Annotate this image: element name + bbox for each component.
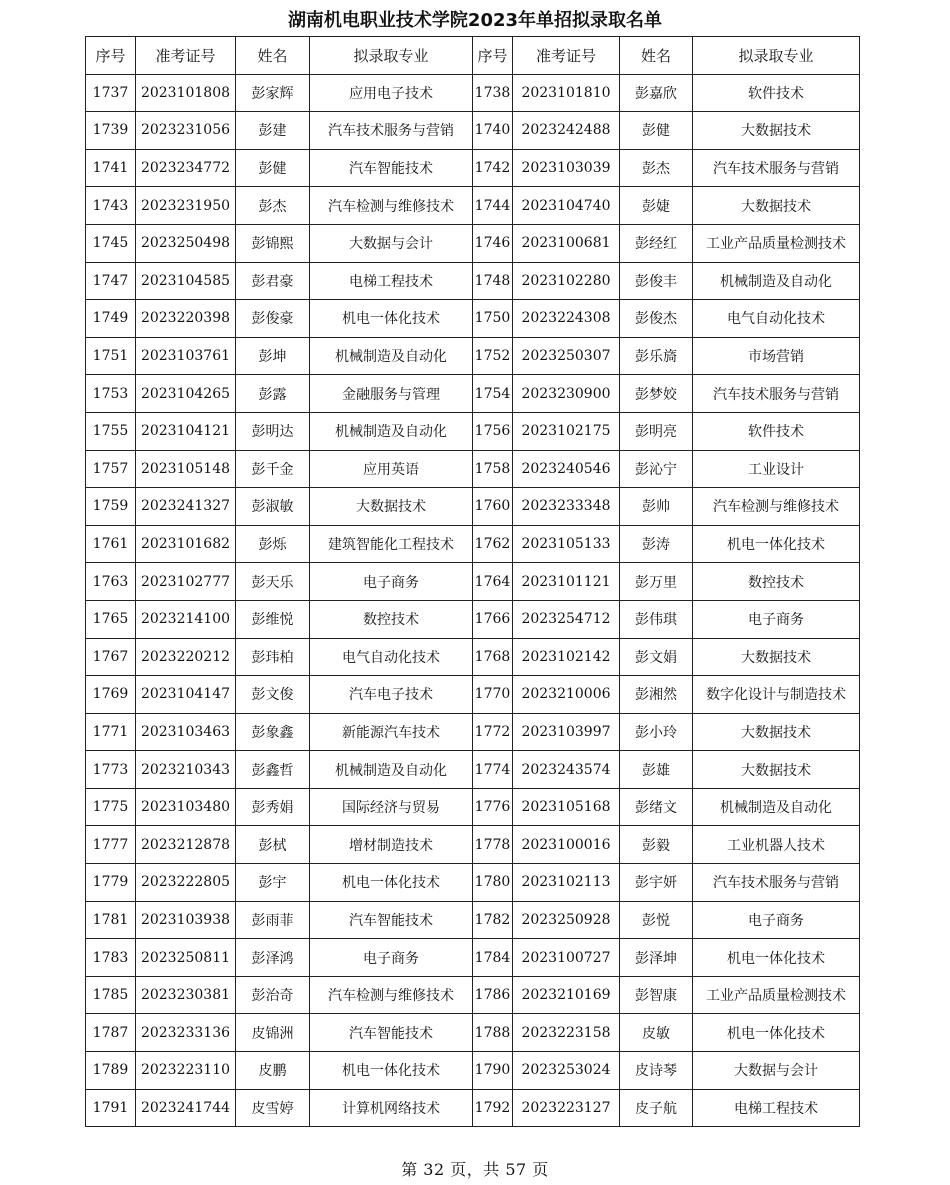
name-cell: 彭健 <box>236 149 310 187</box>
name-cell: 皮鹏 <box>236 1052 310 1090</box>
exam-id-cell: 2023103997 <box>513 713 620 751</box>
major-cell: 机电一体化技术 <box>310 864 473 902</box>
exam-id-cell: 2023101682 <box>136 525 236 563</box>
seq-cell: 1758 <box>473 450 513 488</box>
seq-cell: 1773 <box>86 751 136 789</box>
seq-cell: 1746 <box>473 224 513 262</box>
table-row <box>86 1089 860 1127</box>
seq-cell: 1766 <box>473 600 513 638</box>
exam-id-cell: 2023214100 <box>136 600 236 638</box>
name-cell: 皮诗琴 <box>620 1052 693 1090</box>
major-cell: 工业设计 <box>693 450 860 488</box>
exam-id-cell: 2023105148 <box>136 450 236 488</box>
exam-id-cell: 2023103761 <box>136 337 236 375</box>
seq-cell: 1788 <box>473 1014 513 1052</box>
name-cell: 彭俊丰 <box>620 262 693 300</box>
table-row <box>86 976 860 1014</box>
exam-id-cell: 2023231056 <box>136 112 236 150</box>
name-cell: 彭婕 <box>620 187 693 225</box>
exam-id-cell: 2023210006 <box>513 676 620 714</box>
exam-id-cell: 2023104265 <box>136 375 236 413</box>
major-cell: 大数据技术 <box>310 488 473 526</box>
exam-id-cell: 2023100727 <box>513 939 620 977</box>
name-cell: 彭俊豪 <box>236 300 310 338</box>
exam-id-cell: 2023223110 <box>136 1052 236 1090</box>
admission-table <box>85 36 860 1127</box>
exam-id-cell: 2023104121 <box>136 412 236 450</box>
major-cell: 汽车技术服务与营销 <box>693 149 860 187</box>
exam-id-cell: 2023233136 <box>136 1014 236 1052</box>
exam-id-cell: 2023250307 <box>513 337 620 375</box>
exam-id-cell: 2023101810 <box>513 74 620 112</box>
name-cell: 彭烁 <box>236 525 310 563</box>
exam-id-cell: 2023250928 <box>513 901 620 939</box>
exam-id-cell: 2023104585 <box>136 262 236 300</box>
name-cell: 彭锦熙 <box>236 224 310 262</box>
major-cell: 工业产品质量检测技术 <box>693 976 860 1014</box>
major-cell: 电子商务 <box>310 563 473 601</box>
name-cell: 皮子航 <box>620 1089 693 1127</box>
seq-cell: 1768 <box>473 638 513 676</box>
seq-cell: 1783 <box>86 939 136 977</box>
table-row <box>86 1014 860 1052</box>
exam-id-cell: 2023223127 <box>513 1089 620 1127</box>
major-header-right: 拟录取专业 <box>693 37 860 75</box>
exam-id-cell: 2023231950 <box>136 187 236 225</box>
seq-cell: 1790 <box>473 1052 513 1090</box>
name-cell: 彭维悦 <box>236 600 310 638</box>
seq-cell: 1787 <box>86 1014 136 1052</box>
seq-cell: 1764 <box>473 563 513 601</box>
seq-cell: 1770 <box>473 676 513 714</box>
exam-id-cell: 2023243574 <box>513 751 620 789</box>
name-cell: 彭帅 <box>620 488 693 526</box>
name-cell: 彭嘉欣 <box>620 74 693 112</box>
major-cell: 大数据技术 <box>693 112 860 150</box>
seq-cell: 1769 <box>86 676 136 714</box>
seq-cell: 1756 <box>473 412 513 450</box>
major-cell: 电子商务 <box>310 939 473 977</box>
table-row <box>86 149 860 187</box>
seq-cell: 1739 <box>86 112 136 150</box>
table-row <box>86 676 860 714</box>
name-cell: 彭沁宁 <box>620 450 693 488</box>
major-cell: 大数据技术 <box>693 187 860 225</box>
exam-id-cell: 2023222805 <box>136 864 236 902</box>
seq-header-right: 序号 <box>473 37 513 75</box>
exam-id-cell: 2023100016 <box>513 826 620 864</box>
major-cell: 汽车智能技术 <box>310 149 473 187</box>
major-cell: 应用电子技术 <box>310 74 473 112</box>
exam-id-cell: 2023103938 <box>136 901 236 939</box>
exam-id-cell: 2023233348 <box>513 488 620 526</box>
seq-cell: 1741 <box>86 149 136 187</box>
seq-cell: 1740 <box>473 112 513 150</box>
major-cell: 机械制造及自动化 <box>693 262 860 300</box>
seq-cell: 1784 <box>473 939 513 977</box>
name-cell: 彭文俊 <box>236 676 310 714</box>
name-cell: 彭象鑫 <box>236 713 310 751</box>
major-cell: 机电一体化技术 <box>693 939 860 977</box>
major-cell: 大数据与会计 <box>310 224 473 262</box>
table-row <box>86 337 860 375</box>
exam-id-cell: 2023254712 <box>513 600 620 638</box>
major-cell: 市场营销 <box>693 337 860 375</box>
major-cell: 数控技术 <box>693 563 860 601</box>
name-cell: 彭伟琪 <box>620 600 693 638</box>
major-cell: 大数据技术 <box>693 713 860 751</box>
seq-cell: 1759 <box>86 488 136 526</box>
seq-cell: 1782 <box>473 901 513 939</box>
seq-cell: 1761 <box>86 525 136 563</box>
table-row <box>86 939 860 977</box>
major-cell: 机械制造及自动化 <box>693 788 860 826</box>
seq-cell: 1791 <box>86 1089 136 1127</box>
major-cell: 大数据技术 <box>693 751 860 789</box>
major-cell: 大数据与会计 <box>693 1052 860 1090</box>
seq-header-left: 序号 <box>86 37 136 75</box>
name-cell: 彭文娟 <box>620 638 693 676</box>
exam-id-cell: 2023102142 <box>513 638 620 676</box>
seq-cell: 1762 <box>473 525 513 563</box>
seq-cell: 1743 <box>86 187 136 225</box>
exam-id-cell: 2023234772 <box>136 149 236 187</box>
name-cell: 彭宇 <box>236 864 310 902</box>
major-cell: 汽车智能技术 <box>310 1014 473 1052</box>
major-cell: 电子商务 <box>693 901 860 939</box>
major-cell: 汽车技术服务与营销 <box>693 864 860 902</box>
table-row <box>86 788 860 826</box>
name-cell: 彭梦姣 <box>620 375 693 413</box>
name-cell: 彭健 <box>620 112 693 150</box>
name-cell: 皮雪婷 <box>236 1089 310 1127</box>
name-header-left: 姓名 <box>236 37 310 75</box>
table-row <box>86 488 860 526</box>
exam-id-cell: 2023101121 <box>513 563 620 601</box>
name-cell: 彭万里 <box>620 563 693 601</box>
seq-cell: 1753 <box>86 375 136 413</box>
table-row <box>86 864 860 902</box>
seq-cell: 1754 <box>473 375 513 413</box>
table-row <box>86 412 860 450</box>
seq-cell: 1777 <box>86 826 136 864</box>
table-row <box>86 74 860 112</box>
name-cell: 彭智康 <box>620 976 693 1014</box>
table-row <box>86 262 860 300</box>
table-row <box>86 450 860 488</box>
seq-cell: 1789 <box>86 1052 136 1090</box>
exam-id-cell: 2023250811 <box>136 939 236 977</box>
seq-cell: 1755 <box>86 412 136 450</box>
name-cell: 彭明达 <box>236 412 310 450</box>
seq-cell: 1738 <box>473 74 513 112</box>
major-cell: 新能源汽车技术 <box>310 713 473 751</box>
exam-id-cell: 2023242488 <box>513 112 620 150</box>
name-cell: 彭宇妍 <box>620 864 693 902</box>
page-title: 湖南机电职业技术学院2023年单招拟录取名单 <box>287 10 663 31</box>
major-cell: 应用英语 <box>310 450 473 488</box>
major-cell: 汽车技术服务与营销 <box>693 375 860 413</box>
seq-cell: 1742 <box>473 149 513 187</box>
major-cell: 大数据技术 <box>693 638 860 676</box>
exam-id-header-right: 准考证号 <box>513 37 620 75</box>
exam-id-cell: 2023210169 <box>513 976 620 1014</box>
name-cell: 彭乐旖 <box>620 337 693 375</box>
exam-id-cell: 2023103463 <box>136 713 236 751</box>
name-cell: 彭明亮 <box>620 412 693 450</box>
major-cell: 电气自动化技术 <box>693 300 860 338</box>
seq-cell: 1785 <box>86 976 136 1014</box>
major-cell: 机电一体化技术 <box>310 300 473 338</box>
major-cell: 软件技术 <box>693 74 860 112</box>
major-cell: 建筑智能化工程技术 <box>310 525 473 563</box>
exam-id-cell: 2023100681 <box>513 224 620 262</box>
major-cell: 机械制造及自动化 <box>310 751 473 789</box>
major-cell: 工业产品质量检测技术 <box>693 224 860 262</box>
table-row <box>86 112 860 150</box>
seq-cell: 1760 <box>473 488 513 526</box>
exam-id-cell: 2023224308 <box>513 300 620 338</box>
name-cell: 皮敏 <box>620 1014 693 1052</box>
seq-cell: 1745 <box>86 224 136 262</box>
major-cell: 汽车检测与维修技术 <box>693 488 860 526</box>
seq-cell: 1751 <box>86 337 136 375</box>
page-number: 第 32 页，共 57 页 <box>401 1160 549 1179</box>
name-cell: 彭家辉 <box>236 74 310 112</box>
major-cell: 增材制造技术 <box>310 826 473 864</box>
table-row <box>86 638 860 676</box>
major-cell: 机电一体化技术 <box>693 1014 860 1052</box>
seq-cell: 1767 <box>86 638 136 676</box>
major-cell: 电梯工程技术 <box>693 1089 860 1127</box>
name-cell: 彭泽坤 <box>620 939 693 977</box>
name-cell: 彭栻 <box>236 826 310 864</box>
exam-id-cell: 2023210343 <box>136 751 236 789</box>
name-cell: 彭小玲 <box>620 713 693 751</box>
name-cell: 彭淑敏 <box>236 488 310 526</box>
exam-id-cell: 2023101808 <box>136 74 236 112</box>
seq-cell: 1774 <box>473 751 513 789</box>
table-row <box>86 600 860 638</box>
name-cell: 彭雄 <box>620 751 693 789</box>
exam-id-cell: 2023102175 <box>513 412 620 450</box>
name-cell: 彭坤 <box>236 337 310 375</box>
exam-id-cell: 2023102777 <box>136 563 236 601</box>
name-cell: 彭玮柏 <box>236 638 310 676</box>
major-cell: 汽车电子技术 <box>310 676 473 714</box>
seq-cell: 1779 <box>86 864 136 902</box>
name-cell: 彭建 <box>236 112 310 150</box>
major-cell: 工业机器人技术 <box>693 826 860 864</box>
major-cell: 机电一体化技术 <box>310 1052 473 1090</box>
table-row <box>86 187 860 225</box>
major-cell: 汽车检测与维修技术 <box>310 976 473 1014</box>
seq-cell: 1778 <box>473 826 513 864</box>
major-header-left: 拟录取专业 <box>310 37 473 75</box>
name-cell: 彭经红 <box>620 224 693 262</box>
name-cell: 彭泽鸿 <box>236 939 310 977</box>
exam-id-cell: 2023102113 <box>513 864 620 902</box>
name-cell: 彭鑫哲 <box>236 751 310 789</box>
seq-cell: 1748 <box>473 262 513 300</box>
table-row <box>86 300 860 338</box>
exam-id-cell: 2023230900 <box>513 375 620 413</box>
exam-id-cell: 2023241744 <box>136 1089 236 1127</box>
exam-id-header-left: 准考证号 <box>136 37 236 75</box>
exam-id-cell: 2023253024 <box>513 1052 620 1090</box>
seq-cell: 1737 <box>86 74 136 112</box>
major-cell: 机电一体化技术 <box>693 525 860 563</box>
major-cell: 机械制造及自动化 <box>310 337 473 375</box>
table-row <box>86 525 860 563</box>
name-cell: 彭悦 <box>620 901 693 939</box>
major-cell: 计算机网络技术 <box>310 1089 473 1127</box>
exam-id-cell: 2023104740 <box>513 187 620 225</box>
table-row <box>86 713 860 751</box>
table-header-row <box>86 37 860 75</box>
name-cell: 彭绪文 <box>620 788 693 826</box>
seq-cell: 1775 <box>86 788 136 826</box>
major-cell: 电子商务 <box>693 600 860 638</box>
name-cell: 彭治奇 <box>236 976 310 1014</box>
major-cell: 国际经济与贸易 <box>310 788 473 826</box>
name-cell: 彭雨菲 <box>236 901 310 939</box>
seq-cell: 1781 <box>86 901 136 939</box>
name-header-right: 姓名 <box>620 37 693 75</box>
seq-cell: 1765 <box>86 600 136 638</box>
exam-id-cell: 2023230381 <box>136 976 236 1014</box>
major-cell: 数控技术 <box>310 600 473 638</box>
seq-cell: 1786 <box>473 976 513 1014</box>
exam-id-cell: 2023250498 <box>136 224 236 262</box>
exam-id-cell: 2023105133 <box>513 525 620 563</box>
name-cell: 彭毅 <box>620 826 693 864</box>
seq-cell: 1744 <box>473 187 513 225</box>
major-cell: 汽车检测与维修技术 <box>310 187 473 225</box>
seq-cell: 1772 <box>473 713 513 751</box>
exam-id-cell: 2023241327 <box>136 488 236 526</box>
seq-cell: 1776 <box>473 788 513 826</box>
exam-id-cell: 2023220212 <box>136 638 236 676</box>
name-cell: 彭涛 <box>620 525 693 563</box>
seq-cell: 1757 <box>86 450 136 488</box>
major-cell: 汽车智能技术 <box>310 901 473 939</box>
major-cell: 汽车技术服务与营销 <box>310 112 473 150</box>
seq-cell: 1780 <box>473 864 513 902</box>
name-cell: 彭千金 <box>236 450 310 488</box>
exam-id-cell: 2023220398 <box>136 300 236 338</box>
seq-cell: 1771 <box>86 713 136 751</box>
exam-id-cell: 2023104147 <box>136 676 236 714</box>
seq-cell: 1749 <box>86 300 136 338</box>
table-row <box>86 901 860 939</box>
seq-cell: 1792 <box>473 1089 513 1127</box>
exam-id-cell: 2023240546 <box>513 450 620 488</box>
name-cell: 彭杰 <box>620 149 693 187</box>
exam-id-cell: 2023223158 <box>513 1014 620 1052</box>
name-cell: 彭君豪 <box>236 262 310 300</box>
major-cell: 机械制造及自动化 <box>310 412 473 450</box>
exam-id-cell: 2023103480 <box>136 788 236 826</box>
table-row <box>86 751 860 789</box>
exam-id-cell: 2023212878 <box>136 826 236 864</box>
major-cell: 数字化设计与制造技术 <box>693 676 860 714</box>
major-cell: 金融服务与管理 <box>310 375 473 413</box>
seq-cell: 1763 <box>86 563 136 601</box>
exam-id-cell: 2023105168 <box>513 788 620 826</box>
seq-cell: 1752 <box>473 337 513 375</box>
major-cell: 电气自动化技术 <box>310 638 473 676</box>
table-row <box>86 375 860 413</box>
name-cell: 彭秀娟 <box>236 788 310 826</box>
table-row <box>86 1052 860 1090</box>
major-cell: 软件技术 <box>693 412 860 450</box>
table-row <box>86 563 860 601</box>
exam-id-cell: 2023103039 <box>513 149 620 187</box>
name-cell: 彭俊杰 <box>620 300 693 338</box>
table-body <box>86 74 860 1127</box>
name-cell: 皮锦洲 <box>236 1014 310 1052</box>
table-row <box>86 224 860 262</box>
name-cell: 彭湘然 <box>620 676 693 714</box>
exam-id-cell: 2023102280 <box>513 262 620 300</box>
seq-cell: 1747 <box>86 262 136 300</box>
name-cell: 彭天乐 <box>236 563 310 601</box>
table-row <box>86 826 860 864</box>
name-cell: 彭杰 <box>236 187 310 225</box>
name-cell: 彭露 <box>236 375 310 413</box>
major-cell: 电梯工程技术 <box>310 262 473 300</box>
seq-cell: 1750 <box>473 300 513 338</box>
